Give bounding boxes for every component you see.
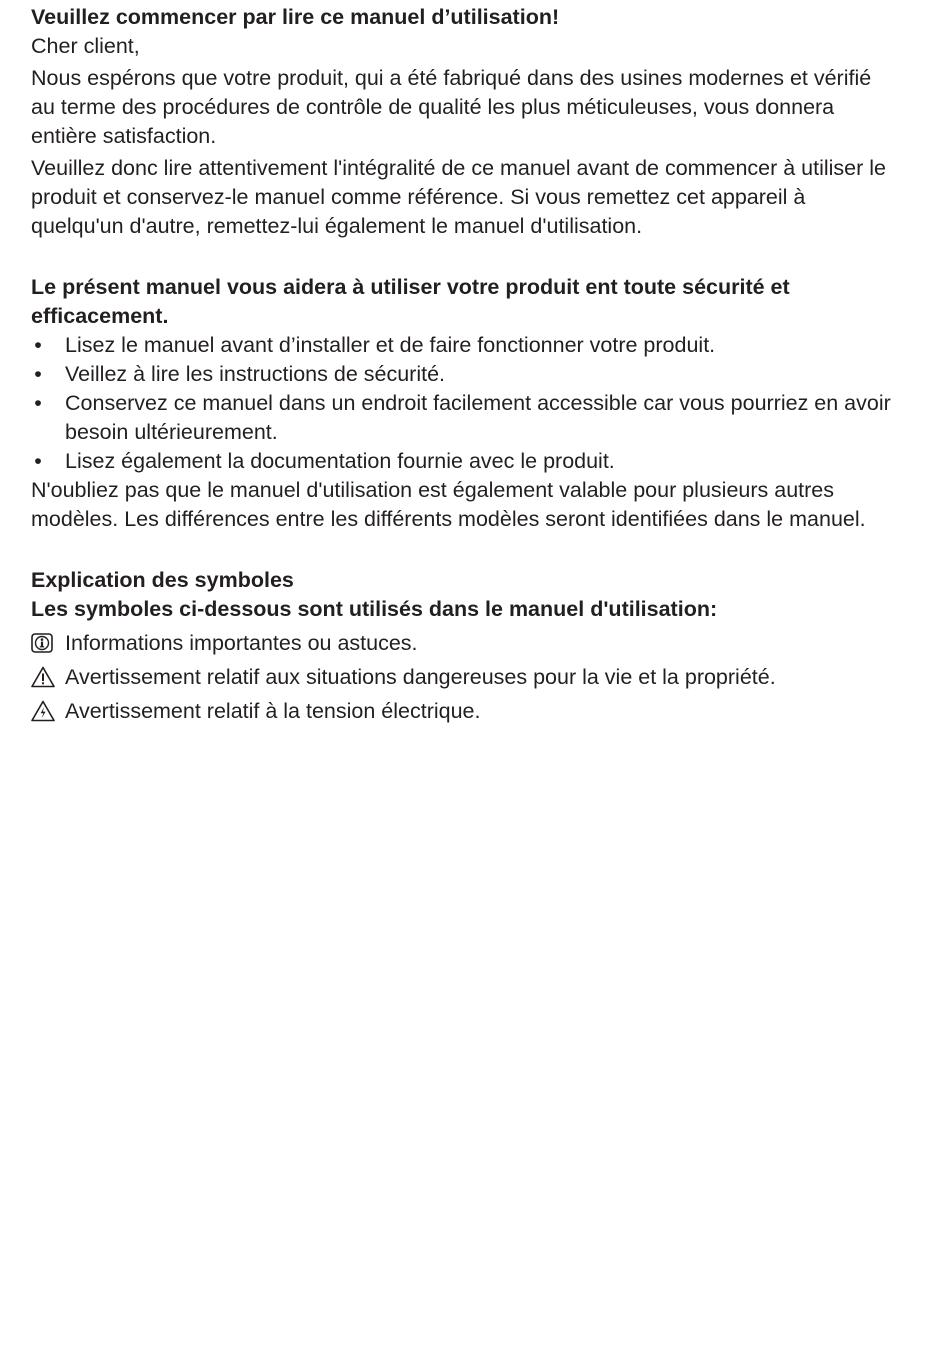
models-note: N'oubliez pas que le manuel d'utilisation est également valable pour plusieurs autres modèles. Les différences entre les différents modèles seront identifiées dans le manuel. — [31, 478, 866, 531]
electric-warning-icon — [31, 700, 55, 722]
warning-triangle-icon — [31, 666, 55, 688]
bullet-text: Lisez le manuel avant d’installer et de faire fonctionner votre produit. — [65, 333, 716, 357]
usage-bullet-list — [31, 331, 891, 476]
symbols-subheading: Les symboles ci-dessous sont utilisés dans le manuel d'utilisation: — [31, 597, 718, 621]
symbol-text: Informations importantes ou astuces. — [65, 631, 418, 655]
symbol-row-info — [31, 629, 891, 658]
usage-heading: Le présent manuel vous aidera à utiliser votre produit ent toute sécurité et efficacement. — [31, 275, 790, 328]
symbol-text: Avertissement relatif aux situations dangereuses pour la vie et la propriété. — [65, 665, 776, 689]
symbol-text: Avertissement relatif à la tension électrique. — [65, 699, 481, 723]
symbol-row-electric — [31, 697, 891, 726]
bullet-text: Veillez à lire les instructions de sécurité. — [65, 362, 446, 386]
bullet-icon: • — [34, 362, 42, 386]
intro-paragraph-2: Veuillez donc lire attentivement l'intégralité de ce manuel avant de commencer à utiliser le produit et conservez-le manuel comme référence. Si vous remettez cet appareil à quelqu'un d'autre, remettez-lui également le manuel d'utilisation. — [31, 156, 887, 238]
symbols-heading: Explication des symboles — [31, 568, 294, 592]
bullet-icon: • — [34, 333, 42, 357]
bullet-text: Lisez également la documentation fournie avec le produit. — [65, 449, 615, 473]
list-item — [31, 360, 891, 389]
intro-paragraph-1: Nous espérons que votre produit, qui a été fabriqué dans des usines modernes et vérifié au terme des procédures de contrôle de qualité les plus méticuleuses, vous donnera entière satisfaction. — [31, 66, 872, 148]
intro-heading: Veuillez commencer par lire ce manuel d’utilisation! — [31, 5, 560, 29]
info-icon — [31, 632, 55, 654]
bullet-icon: • — [34, 391, 42, 415]
manual-page — [31, 3, 891, 726]
list-item — [31, 447, 891, 476]
symbol-row-warning — [31, 663, 891, 692]
list-item — [31, 389, 891, 447]
list-item — [31, 331, 891, 360]
bullet-text: Conservez ce manuel dans un endroit facilement accessible car vous pourriez en avoir besoin ultérieurement. — [65, 391, 891, 444]
salutation: Cher client, — [31, 34, 140, 58]
bullet-icon: • — [34, 449, 42, 473]
